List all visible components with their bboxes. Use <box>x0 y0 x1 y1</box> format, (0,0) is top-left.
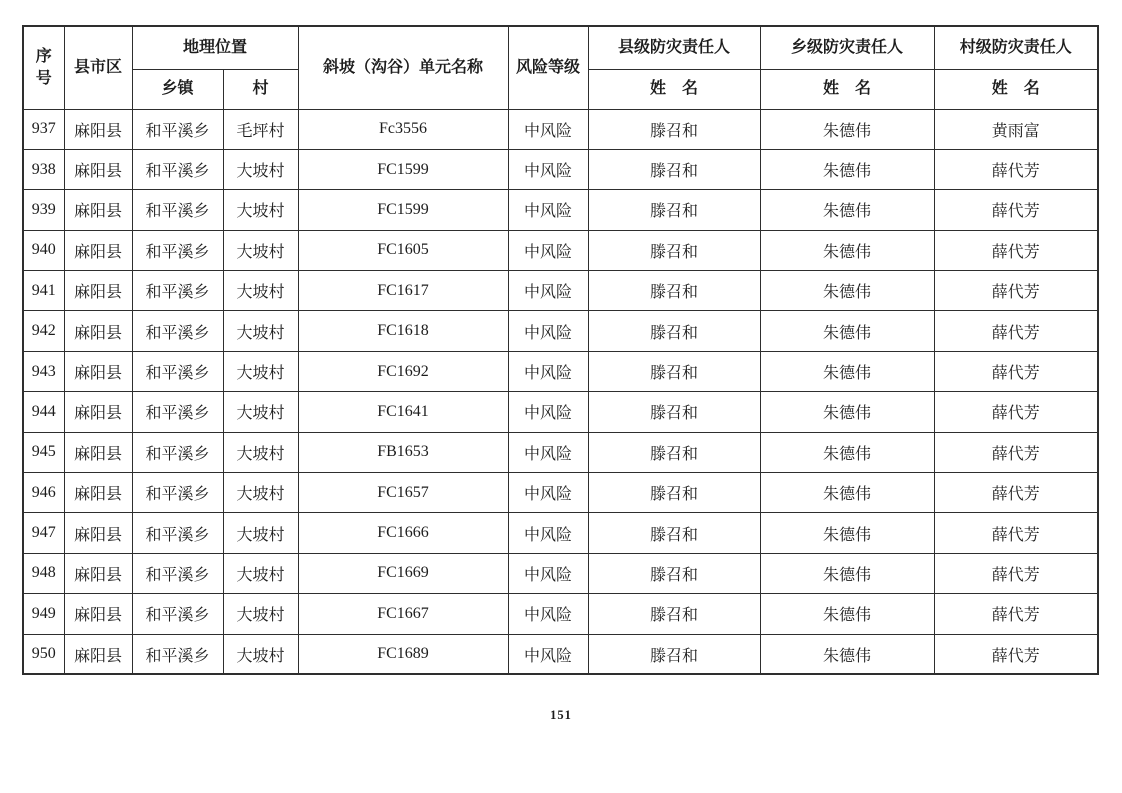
cell-county-person: 滕召和 <box>588 311 760 351</box>
cell-county: 麻阳县 <box>64 392 132 432</box>
header-location-group: 地理位置 <box>132 26 298 69</box>
cell-township-person: 朱德伟 <box>760 392 934 432</box>
cell-unit-name: FC1669 <box>298 553 508 593</box>
cell-unit-name: FC1667 <box>298 594 508 634</box>
cell-township-person: 朱德伟 <box>760 513 934 553</box>
cell-county-person: 滕召和 <box>588 553 760 593</box>
cell-county: 麻阳县 <box>64 594 132 634</box>
table-row <box>23 109 1098 149</box>
cell-unit-name: FC1657 <box>298 473 508 513</box>
cell-village: 大坡村 <box>223 271 298 311</box>
table-row <box>23 513 1098 553</box>
cell-village: 大坡村 <box>223 351 298 391</box>
cell-county-person: 滕召和 <box>588 351 760 391</box>
page-number: 151 <box>550 708 572 722</box>
cell-county: 麻阳县 <box>64 634 132 674</box>
cell-township-person: 朱德伟 <box>760 109 934 149</box>
cell-county: 麻阳县 <box>64 271 132 311</box>
cell-township-person: 朱德伟 <box>760 190 934 230</box>
cell-village-person: 薛代芳 <box>934 311 1098 351</box>
cell-county: 麻阳县 <box>64 109 132 149</box>
table-body <box>23 109 1098 674</box>
cell-unit-name: FC1666 <box>298 513 508 553</box>
cell-village: 大坡村 <box>223 553 298 593</box>
cell-county-person: 滕召和 <box>588 594 760 634</box>
cell-serial: 938 <box>23 149 64 189</box>
cell-township: 和平溪乡 <box>132 594 223 634</box>
cell-risk-level: 中风险 <box>508 190 588 230</box>
cell-county-person: 滕召和 <box>588 634 760 674</box>
table-row <box>23 473 1098 513</box>
cell-village-person: 薛代芳 <box>934 432 1098 472</box>
cell-county-person: 滕召和 <box>588 271 760 311</box>
header-county: 县市区 <box>64 26 132 109</box>
cell-village-person: 薛代芳 <box>934 271 1098 311</box>
table-row <box>23 432 1098 472</box>
cell-county: 麻阳县 <box>64 432 132 472</box>
table-row <box>23 351 1098 391</box>
cell-township-person: 朱德伟 <box>760 553 934 593</box>
cell-township: 和平溪乡 <box>132 634 223 674</box>
cell-unit-name: FC1605 <box>298 230 508 270</box>
table-row <box>23 230 1098 270</box>
header-village: 村 <box>223 69 298 109</box>
cell-risk-level: 中风险 <box>508 594 588 634</box>
header-unit-name: 斜坡（沟谷）单元名称 <box>298 26 508 109</box>
table-header <box>23 26 1098 109</box>
cell-village-person: 薛代芳 <box>934 553 1098 593</box>
cell-serial: 937 <box>23 109 64 149</box>
cell-village-person: 薛代芳 <box>934 190 1098 230</box>
cell-village-person: 薛代芳 <box>934 351 1098 391</box>
cell-unit-name: FC1692 <box>298 351 508 391</box>
cell-township-person: 朱德伟 <box>760 149 934 189</box>
cell-serial: 946 <box>23 473 64 513</box>
cell-village: 大坡村 <box>223 473 298 513</box>
cell-township: 和平溪乡 <box>132 271 223 311</box>
cell-county: 麻阳县 <box>64 190 132 230</box>
cell-village-person: 黄雨富 <box>934 109 1098 149</box>
cell-county: 麻阳县 <box>64 311 132 351</box>
cell-county-person: 滕召和 <box>588 432 760 472</box>
risk-responsibility-table <box>22 25 1099 675</box>
cell-village: 大坡村 <box>223 594 298 634</box>
cell-serial: 948 <box>23 553 64 593</box>
cell-township: 和平溪乡 <box>132 190 223 230</box>
cell-village-person: 薛代芳 <box>934 594 1098 634</box>
cell-unit-name: FC1618 <box>298 311 508 351</box>
cell-serial: 947 <box>23 513 64 553</box>
cell-village-person: 薛代芳 <box>934 149 1098 189</box>
cell-township: 和平溪乡 <box>132 513 223 553</box>
cell-unit-name: FC1617 <box>298 271 508 311</box>
header-serial <box>23 26 64 109</box>
cell-risk-level: 中风险 <box>508 109 588 149</box>
cell-township: 和平溪乡 <box>132 109 223 149</box>
cell-unit-name: FC1641 <box>298 392 508 432</box>
cell-serial: 943 <box>23 351 64 391</box>
cell-serial: 945 <box>23 432 64 472</box>
cell-township: 和平溪乡 <box>132 553 223 593</box>
cell-risk-level: 中风险 <box>508 149 588 189</box>
cell-county: 麻阳县 <box>64 473 132 513</box>
cell-township-person: 朱德伟 <box>760 634 934 674</box>
header-township-person-group: 乡级防灾责任人 <box>760 26 934 69</box>
cell-county: 麻阳县 <box>64 513 132 553</box>
cell-serial: 944 <box>23 392 64 432</box>
cell-township-person: 朱德伟 <box>760 311 934 351</box>
cell-township-person: 朱德伟 <box>760 432 934 472</box>
cell-village: 大坡村 <box>223 230 298 270</box>
header-name-township: 姓 名 <box>760 69 934 109</box>
header-row-top <box>23 26 1098 69</box>
cell-county: 麻阳县 <box>64 351 132 391</box>
cell-county-person: 滕召和 <box>588 513 760 553</box>
cell-unit-name: FC1689 <box>298 634 508 674</box>
cell-unit-name: FC1599 <box>298 149 508 189</box>
cell-village-person: 薛代芳 <box>934 634 1098 674</box>
cell-serial: 949 <box>23 594 64 634</box>
cell-village: 大坡村 <box>223 311 298 351</box>
cell-village: 大坡村 <box>223 190 298 230</box>
cell-county-person: 滕召和 <box>588 149 760 189</box>
cell-risk-level: 中风险 <box>508 553 588 593</box>
cell-township: 和平溪乡 <box>132 149 223 189</box>
cell-village-person: 薛代芳 <box>934 473 1098 513</box>
cell-township: 和平溪乡 <box>132 432 223 472</box>
cell-risk-level: 中风险 <box>508 311 588 351</box>
header-risk-level: 风险等级 <box>508 26 588 109</box>
cell-village: 大坡村 <box>223 513 298 553</box>
cell-risk-level: 中风险 <box>508 634 588 674</box>
cell-township: 和平溪乡 <box>132 473 223 513</box>
cell-village: 大坡村 <box>223 432 298 472</box>
table-row <box>23 271 1098 311</box>
cell-village-person: 薛代芳 <box>934 513 1098 553</box>
cell-village: 毛坪村 <box>223 109 298 149</box>
cell-township-person: 朱德伟 <box>760 271 934 311</box>
cell-county-person: 滕召和 <box>588 109 760 149</box>
cell-unit-name: Fc3556 <box>298 109 508 149</box>
cell-township-person: 朱德伟 <box>760 230 934 270</box>
cell-county-person: 滕召和 <box>588 190 760 230</box>
cell-county: 麻阳县 <box>64 230 132 270</box>
table-row <box>23 392 1098 432</box>
table-row <box>23 594 1098 634</box>
cell-risk-level: 中风险 <box>508 271 588 311</box>
header-name-county: 姓 名 <box>588 69 760 109</box>
cell-serial: 950 <box>23 634 64 674</box>
table-row <box>23 553 1098 593</box>
cell-county-person: 滕召和 <box>588 392 760 432</box>
table-row <box>23 634 1098 674</box>
cell-township-person: 朱德伟 <box>760 594 934 634</box>
cell-serial: 939 <box>23 190 64 230</box>
cell-risk-level: 中风险 <box>508 351 588 391</box>
cell-township: 和平溪乡 <box>132 351 223 391</box>
cell-serial: 941 <box>23 271 64 311</box>
header-name-village: 姓 名 <box>934 69 1098 109</box>
cell-county: 麻阳县 <box>64 553 132 593</box>
cell-village: 大坡村 <box>223 392 298 432</box>
cell-township: 和平溪乡 <box>132 230 223 270</box>
cell-risk-level: 中风险 <box>508 473 588 513</box>
cell-village: 大坡村 <box>223 634 298 674</box>
cell-township: 和平溪乡 <box>132 392 223 432</box>
cell-township-person: 朱德伟 <box>760 351 934 391</box>
cell-serial: 940 <box>23 230 64 270</box>
cell-village: 大坡村 <box>223 149 298 189</box>
cell-unit-name: FB1653 <box>298 432 508 472</box>
cell-unit-name: FC1599 <box>298 190 508 230</box>
cell-village-person: 薛代芳 <box>934 230 1098 270</box>
cell-county-person: 滕召和 <box>588 230 760 270</box>
cell-risk-level: 中风险 <box>508 230 588 270</box>
header-county-person-group: 县级防灾责任人 <box>588 26 760 69</box>
cell-risk-level: 中风险 <box>508 392 588 432</box>
table-row <box>23 311 1098 351</box>
cell-risk-level: 中风险 <box>508 432 588 472</box>
cell-township-person: 朱德伟 <box>760 473 934 513</box>
cell-county: 麻阳县 <box>64 149 132 189</box>
header-village-person-group: 村级防灾责任人 <box>934 26 1098 69</box>
table-row <box>23 149 1098 189</box>
cell-county-person: 滕召和 <box>588 473 760 513</box>
cell-risk-level: 中风险 <box>508 513 588 553</box>
cell-township: 和平溪乡 <box>132 311 223 351</box>
table-row <box>23 190 1098 230</box>
header-township: 乡镇 <box>132 69 223 109</box>
header-serial-label: 序号 <box>35 48 52 87</box>
cell-village-person: 薛代芳 <box>934 392 1098 432</box>
cell-serial: 942 <box>23 311 64 351</box>
